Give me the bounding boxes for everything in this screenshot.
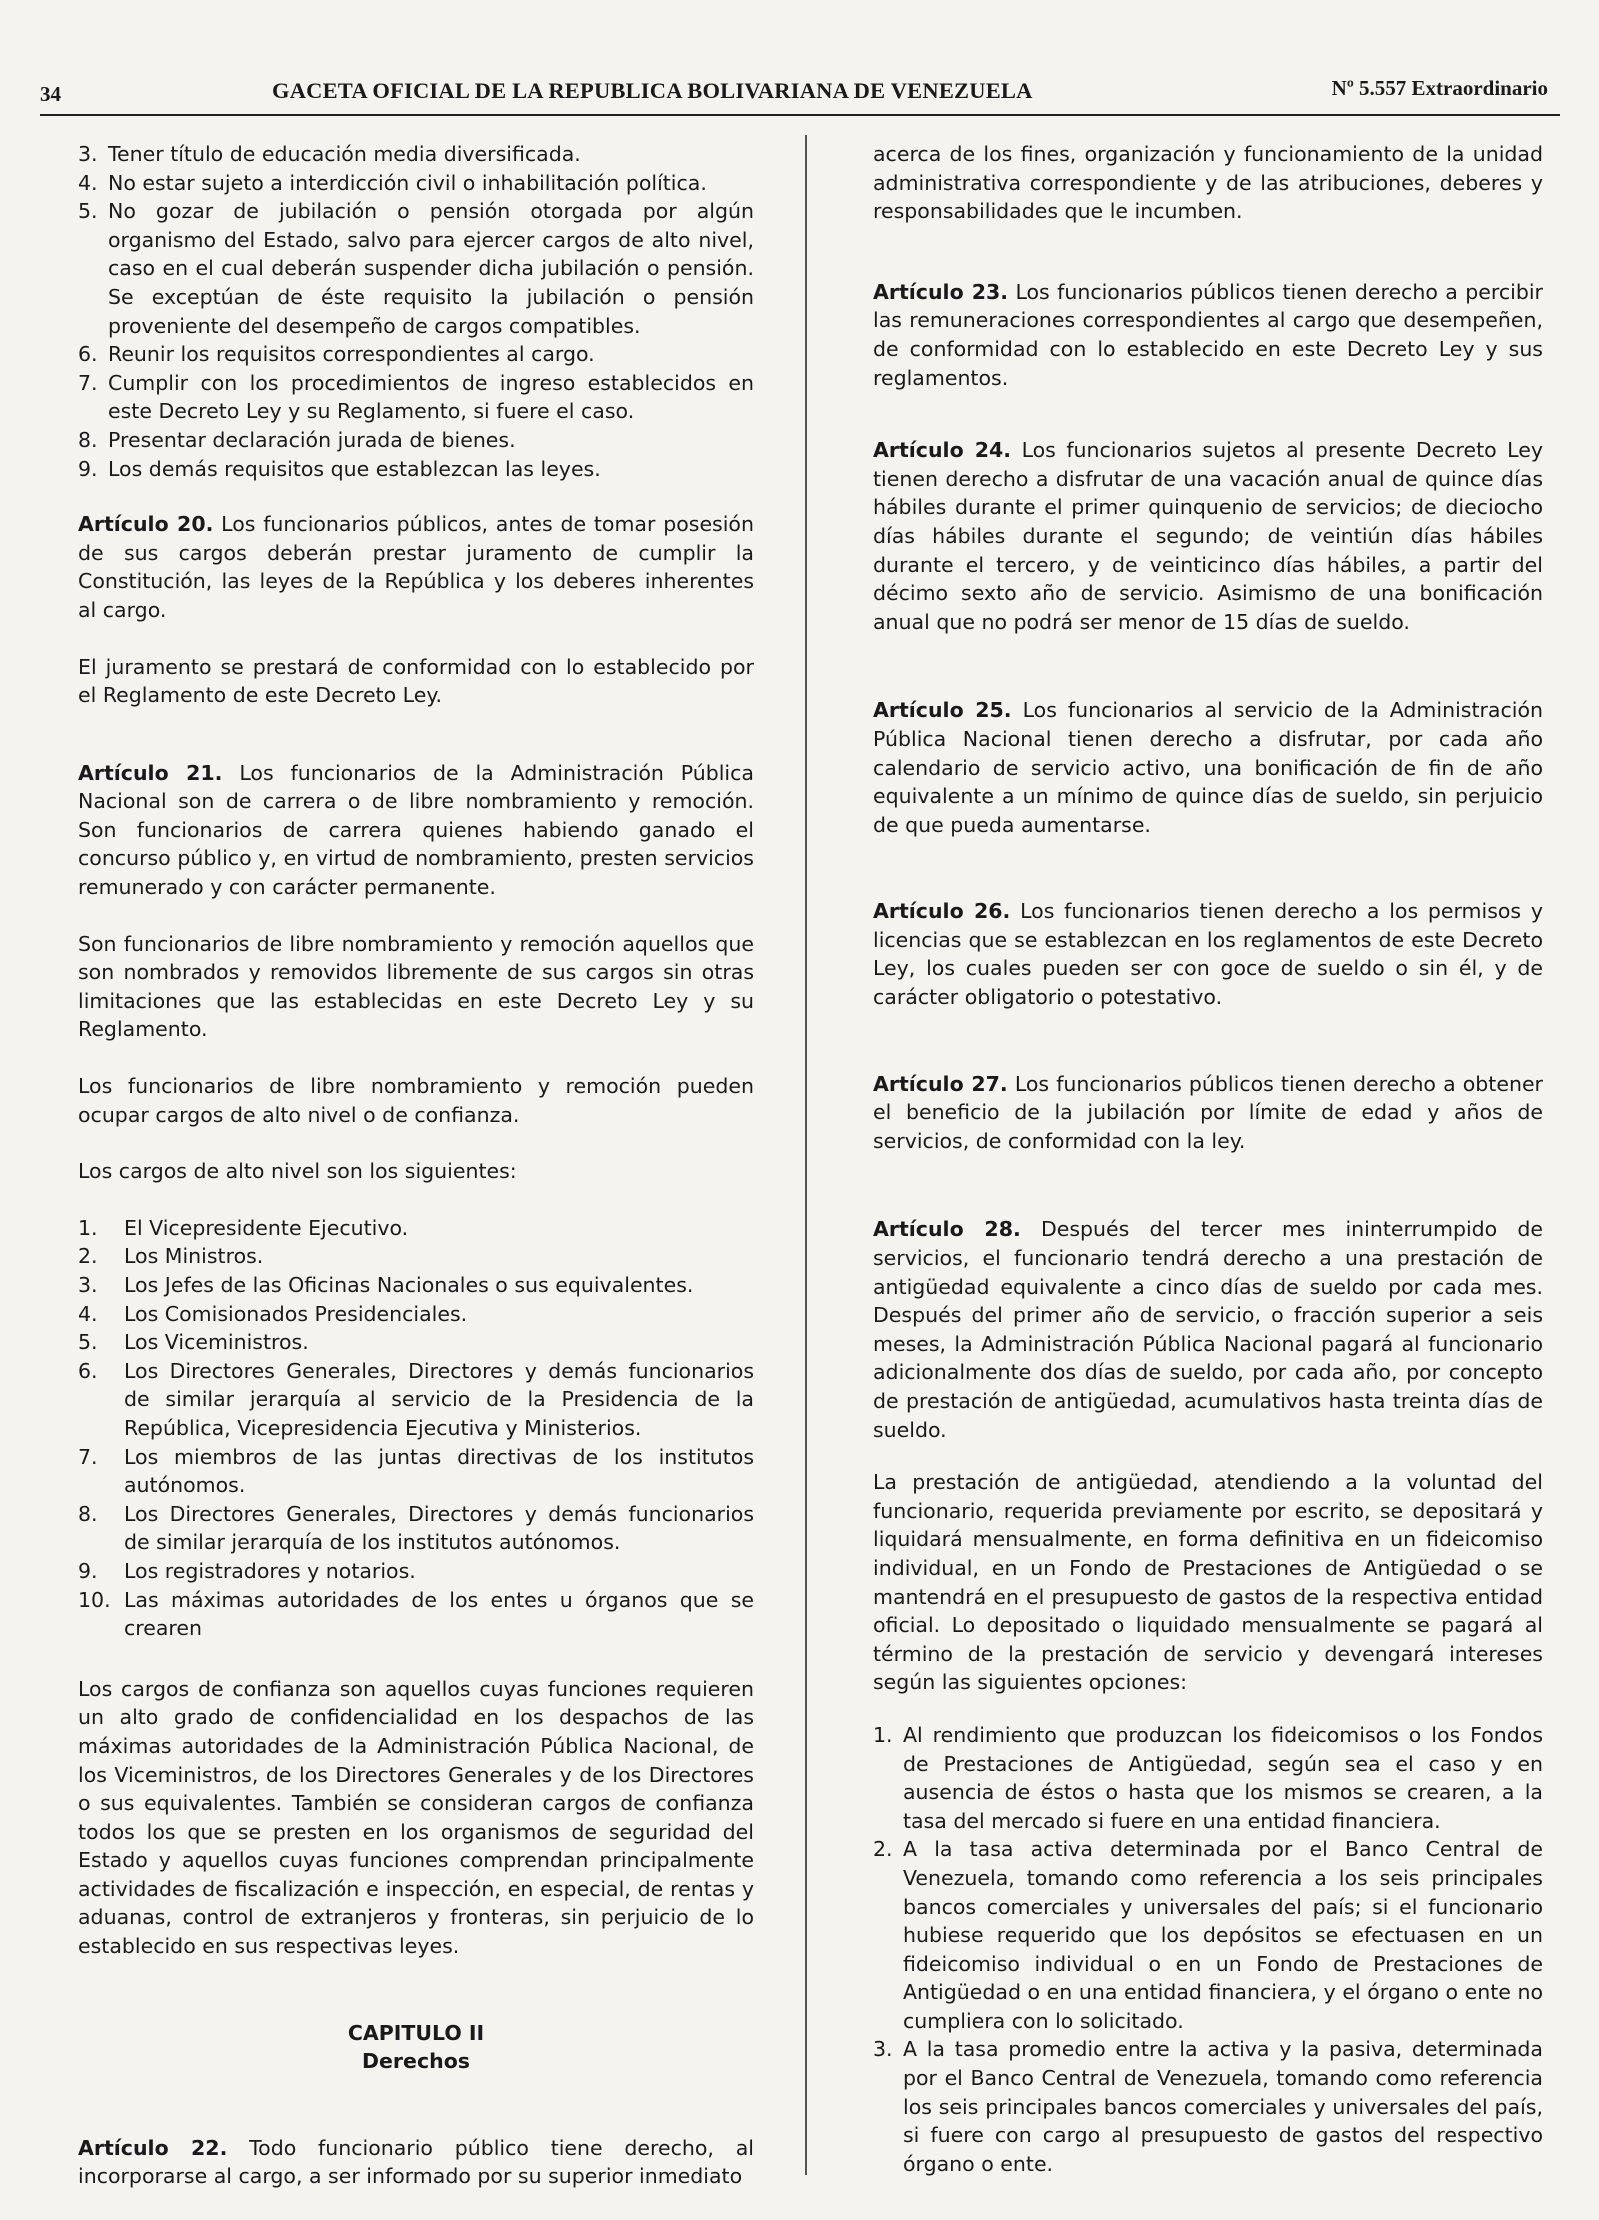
list-item-number: 9. [78, 456, 98, 481]
list-item-text: Los Directores Generales, Directores y demás funcionarios de similar jerarquía de los institutos autónomos. [124, 1501, 754, 1555]
list-item-number: 7. [78, 370, 98, 395]
list-item [78, 1443, 754, 1500]
list-item-text: El Vicepresidente Ejecutivo. [124, 1215, 409, 1240]
list-item-number: 3. [78, 142, 98, 166]
list-item-number: 3. [78, 1273, 98, 1297]
article-label: Artículo 20. [78, 512, 214, 537]
page-number: 34 [40, 82, 61, 106]
article-text: Después del tercer mes ininterrumpido de servicios, el funcionario tendrá derecho a una prestación de antigüedad equivalente a cinco días de sueldo por cada mes. Después del primer año de servicio, o fracción superior a seis meses, la Administración Pública Nacional pagará al funcionario adicionalmente dos días de sueldo, por cada año, por concepto de prestación de antigüedad, acumulativos hasta treinta días de sueldo. [873, 1217, 1543, 1442]
article-text: Los funcionarios públicos tienen derecho a percibir las remuneraciones correspondientes al cargo que desempeñen, de conformidad con lo establecido en este Decreto Ley y sus reglamentos. [873, 279, 1543, 390]
list-item-text: Las máximas autoridades de los entes u órganos que se crearen [124, 1587, 754, 1641]
page-header [40, 68, 1560, 116]
list-item [873, 2035, 1543, 2178]
article-24 [873, 436, 1543, 636]
list-item-text: Cumplir con los procedimientos de ingreso establecidos en este Decreto Ley y su Reglamento, si fuere el caso. [108, 370, 754, 424]
list-item-text: Al rendimiento que produzcan los fideicomisos o los Fondos de Prestaciones de Antigüedad, según sea el caso y en ausencia de éstos o hasta que los mismos se crearen, a la tasa del mercado si fuere en una entidad financiera. [903, 1722, 1543, 1833]
list-item [78, 1557, 754, 1586]
list-item-text: Los miembros de las juntas directivas de los institutos autónomos. [124, 1444, 754, 1498]
list-item [78, 1271, 754, 1300]
list-item-number: 10. [78, 1587, 111, 1612]
list-item-number: 7. [78, 1444, 98, 1469]
article-label: Artículo 22. [78, 2135, 228, 2160]
list-item-text: Los Viceministros. [124, 1330, 309, 1355]
interest-options-list [873, 1721, 1543, 2179]
column-divider [805, 135, 807, 2175]
list-item [78, 369, 754, 426]
paragraph: El juramento se prestará de conformidad con lo establecido por el Reglamento de este Decreto Ley. [78, 654, 754, 708]
paragraph: Los funcionarios de libre nombramiento y remoción pueden ocupar cargos de alto nivel o de confianza. [78, 1074, 754, 1127]
list-item-number: 5. [78, 199, 98, 224]
article-20 [78, 510, 754, 624]
chapter-heading: CAPITULO II [347, 2020, 485, 2045]
article-21 [78, 759, 754, 902]
article-23 [873, 278, 1543, 392]
article-label: Artículo 27. [873, 1071, 1008, 1096]
list-item [78, 197, 754, 340]
list-item [873, 1721, 1543, 1835]
chapter-subheading: Derechos [362, 2049, 470, 2074]
article-text: Los funcionarios al servicio de la Administración Pública Nacional tienen derecho a disfrutar, por cada año calendario de servicio activo, una bonificación de fin de año equivalente a un mínimo de quince días de sueldo, sin perjuicio de que pueda aumentarse. [873, 698, 1543, 837]
list-item-number: 2. [78, 1244, 98, 1269]
right-column [873, 140, 1543, 2178]
list-item-text: No gozar de jubilación o pensión otorgada por algún organismo del Estado, salvo para ejercer cargos de alto nivel, caso en el cual deberán suspender dicha jubilación o pensión. Se exceptúan de éste requisito la jubilación o pensión proveniente del desempeño de cargos compatibles. [108, 199, 754, 338]
list-item [78, 169, 754, 198]
list-item-number: 6. [78, 1358, 98, 1383]
article-label: Artículo 23. [873, 279, 1009, 304]
left-column [78, 140, 754, 2191]
article-label: Artículo 25. [873, 698, 1012, 723]
list-item-text: Los registradores y notarios. [124, 1558, 416, 1583]
list-item-text: No estar sujeto a interdicción civil o inhabilitación política. [108, 170, 707, 195]
paragraph: Los cargos de alto nivel son los siguientes: [78, 1159, 517, 1184]
article-26 [873, 897, 1543, 1011]
gazette-title: GACETA OFICIAL DE LA REPUBLICA BOLIVARIANA DE VENEZUELA [272, 78, 1033, 103]
list-item-number: 8. [78, 427, 98, 452]
list-item-number: 3. [873, 2037, 893, 2062]
list-item [873, 1835, 1543, 2035]
article-label: Artículo 28. [873, 1217, 1021, 1242]
article-label: Artículo 21. [78, 760, 223, 785]
list-item-number: 1. [78, 1215, 98, 1240]
article-label: Artículo 24. [873, 438, 1012, 463]
high-level-posts-list [78, 1214, 754, 1643]
article-28 [873, 1215, 1543, 1444]
paragraph: Los cargos de confianza son aquellos cuyas funciones requieren un alto grado de confidencialidad en los despachos de las máximas autoridades de la Administración Pública Nacional, de los Viceministros, de los Directores Generales y de los Directores o sus equivalentes. También se consideran cargos de confianza todos los que se presten en los organismos de seguridad del Estado y aquellos cuyas funciones comprendan principalmente actividades de fiscalización e inspección, en especial, de rentas y aduanas, control de extranjeros y fronteras, sin perjuicio de lo establecido en sus respectivas leyes. [78, 1676, 754, 1959]
list-item-text: Los Ministros. [124, 1244, 264, 1269]
list-item-text: Los Jefes de las Oficinas Nacionales o sus equivalentes. [124, 1273, 694, 1297]
article-text: Todo funcionario público tiene derecho, al incorporarse al cargo, a ser informado por su superior inmediato [78, 2135, 754, 2189]
list-item [78, 1242, 754, 1271]
list-item [78, 1214, 754, 1243]
article-text: Los funcionarios públicos, antes de tomar posesión de sus cargos deberán prestar juramento de cumplir la Constitución, las leyes de la República y los deberes inherentes al cargo. [78, 512, 754, 622]
list-item-number: 4. [78, 170, 98, 195]
list-item-number: 1. [873, 1722, 893, 1747]
issue-number: Nº 5.557 Extraordinario [1331, 76, 1548, 100]
list-item [78, 426, 754, 455]
article-text: Los funcionarios sujetos al presente Decreto Ley tienen derecho a disfrutar de una vacación anual de quince días hábiles durante el primer quinquenio de servicios; de dieciocho días hábiles durante el segundo; de veintiún días hábiles durante el tercero, y de veinticinco días hábiles, a partir del décimo sexto año de servicio. Asimismo de una bonificación anual que no podrá ser menor de 15 días de sueldo. [873, 438, 1543, 634]
list-item-number: 5. [78, 1330, 98, 1355]
list-item-number: 2. [873, 1837, 893, 1862]
list-item-text: Los Directores Generales, Directores y demás funcionarios de similar jerarquía al servicio de la Presidencia de la República, Vicepresidencia Ejecutiva y Ministerios. [124, 1358, 754, 1440]
list-item-text: Los Comisionados Presidenciales. [124, 1301, 468, 1326]
article-22 [78, 2134, 754, 2191]
list-item-number: 6. [78, 342, 98, 367]
list-item-text: Presentar declaración jurada de bienes. [108, 427, 516, 452]
list-item-text: A la tasa promedio entre la activa y la pasiva, determinada por el Banco Central de Venezuela, tomando como referencia los seis principales bancos comerciales y universales del país, si fuere con cargo al presupuesto de gastos del respectivo órgano o ente. [903, 2037, 1543, 2176]
list-item [78, 340, 754, 369]
list-item-text: A la tasa activa determinada por el Banco Central de Venezuela, tomando como referencia a los seis principales bancos comerciales y universales del país; si el funcionario hubiese requerido que los depósitos se efectuasen en un fideicomiso individual o en un Fondo de Prestaciones de Antigüedad o en una entidad financiera, y el órgano o ente no cumpliera con lo solicitado. [903, 1837, 1543, 2033]
article-27 [873, 1070, 1543, 1156]
list-item [78, 140, 754, 169]
list-item [78, 1586, 754, 1643]
article-text: Los funcionarios de la Administración Pública Nacional son de carrera o de libre nombramiento y remoción. Son funcionarios de carrera quienes habiendo ganado el concurso público y, en virtud de nombramiento, presten servicios remunerado y con carácter permanente. [78, 760, 754, 900]
article-text: Los funcionarios públicos tienen derecho a obtener el beneficio de la jubilación por límite de edad y años de servicios, de conformidad con la ley. [873, 1071, 1543, 1153]
paragraph: Son funcionarios de libre nombramiento y remoción aquellos que son nombrados y removidos libremente de sus cargos sin otras limitaciones que las establecidas en este Decreto Ley y su Reglamento. [78, 931, 754, 1042]
list-item-text: Reunir los requisitos correspondientes al cargo. [108, 342, 595, 367]
requirements-list [78, 140, 754, 483]
paragraph: La prestación de antigüedad, atendiendo a la voluntad del funcionario, requerida previamente por escrito, se depositará y liquidará mensualmente, en forma definitiva en un fideicomiso individual, en un Fondo de Prestaciones de Antigüedad o se mantendrá en el presupuesto de gastos de la respectiva entidad oficial. Lo depositado o liquidado mensualmente se pagará al término de la prestación de servicio y devengará intereses según las siguientes opciones: [873, 1470, 1543, 1695]
paragraph: acerca de los fines, organización y funcionamiento de la unidad administrativa correspondiente y de las atribuciones, deberes y responsabilidades que le incumben. [873, 142, 1543, 224]
article-text: Los funcionarios tienen derecho a los permisos y licencias que se establezcan en los reglamentos de este Decreto Ley, los cuales pueden ser con goce de sueldo o sin él, y de carácter obligatorio o potestativo. [873, 899, 1543, 1010]
list-item-text: Tener título de educación media diversificada. [108, 142, 581, 166]
list-item-number: 4. [78, 1301, 98, 1326]
list-item-number: 9. [78, 1558, 98, 1583]
list-item [78, 1357, 754, 1443]
list-item [78, 1328, 754, 1357]
list-item-number: 8. [78, 1501, 98, 1526]
list-item [78, 455, 754, 484]
list-item [78, 1500, 754, 1557]
article-25 [873, 696, 1543, 839]
article-label: Artículo 26. [873, 899, 1011, 924]
list-item-text: Los demás requisitos que establezcan las leyes. [108, 456, 601, 481]
list-item [78, 1300, 754, 1329]
